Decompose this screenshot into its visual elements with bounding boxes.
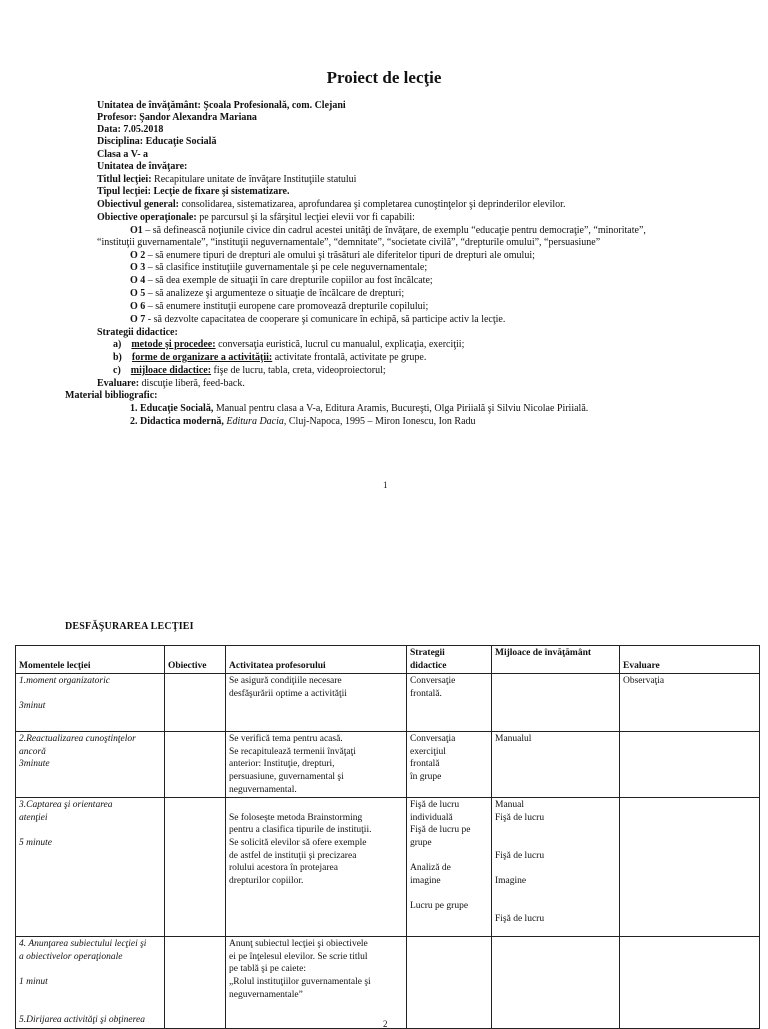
titlul-line: [97, 174, 356, 187]
objective-text: “instituţii guvernamentale”, “instituţii neguvernamentale”, “demnitate”, “societate civilă”, “drepturile omului”, “persuasiune”: [97, 237, 601, 248]
page-title: Proiect de lecţie: [326, 68, 442, 87]
strategii-item-text: conversaţia euristică, lucrul cu manualul, explicaţia, exerciţii;: [218, 339, 465, 350]
table-row: [16, 937, 760, 1029]
evaluare-cell: [620, 732, 760, 798]
header-strategii: Strategii didactice: [407, 646, 492, 674]
obiective-op-line: [97, 212, 415, 225]
strategii-marker: a): [113, 339, 122, 350]
strategii-item: [113, 339, 464, 352]
unitate-label: Unitatea de învăţământ:: [97, 100, 201, 111]
disciplina-value: Educaţie Socială: [145, 136, 217, 147]
bibliografie-label: Material bibliografic:: [65, 390, 158, 401]
objective-text: – să dea exemple de situaţii în care drepturile copiilor au fost încălcate;: [147, 275, 433, 286]
moment-cell: 1.moment organizatoric 3minut: [16, 674, 165, 732]
bibliografie-title: Educaţie Socială,: [140, 403, 214, 414]
activitate-cell: Se foloseşte metoda Brainstorming pentru a clasifica tipurile de instituţii. Se solicită elevilor să ofere exemple de astfel de instituţii şi precizarea rolului acestora în protejarea drepturilor copiilor.: [226, 798, 407, 937]
bibliografie-publisher: Editura Dacia,: [223, 416, 287, 427]
strategii-item-text: fişe de lucru, tabla, creta, videoproiectorul;: [213, 365, 386, 376]
clasa-value: Clasa a V- a: [97, 149, 149, 160]
objective-item: [130, 262, 427, 275]
unitate-invatare-line: [97, 161, 187, 174]
obiective-cell: [165, 937, 226, 1029]
strategii-item: [113, 365, 386, 378]
objective-code: O 2: [130, 250, 146, 261]
obiective-cell: [165, 798, 226, 937]
table-row: [16, 732, 760, 798]
strategii-item: [113, 352, 426, 365]
objective-code: O1: [130, 225, 143, 236]
disciplina-line: [97, 136, 216, 149]
mijloace-cell: [492, 674, 620, 732]
profesor-label: Profesor:: [97, 112, 137, 123]
obiective-op-value: pe parcursul şi la sfârşitul lecţiei elevii vor fi capabili:: [199, 212, 415, 223]
tipul-label: Tipul lecţiei:: [97, 186, 151, 197]
tipul-line: [97, 186, 289, 199]
evaluare-label: Evaluare:: [97, 378, 140, 389]
unitate-line: [97, 100, 346, 113]
obiectiv-general-line: [97, 199, 565, 212]
header-evaluare: Evaluare: [620, 646, 760, 674]
objective-text: – să enumere instituţii europene care promovează drepturile copilului;: [147, 301, 429, 312]
header-mijloace: Mijloace de învăţământ: [492, 646, 620, 674]
moment-cell: 3.Captarea şi orientarea atenţiei 5 minute: [16, 798, 165, 937]
strategii-marker: b): [113, 352, 122, 363]
objective-item: [97, 237, 600, 250]
objective-code: O 4: [130, 275, 146, 286]
strategii-label: Strategii didactice:: [97, 327, 178, 338]
objective-code: O 3: [130, 262, 146, 273]
evaluare-line: [97, 378, 245, 391]
strategii-item-label: mijloace didactice:: [130, 365, 212, 376]
lesson-table: [15, 645, 760, 1029]
data-line: [97, 124, 163, 137]
strategii-item-label: forme de organizare a activităţii:: [131, 352, 273, 363]
activitate-cell: Se verifică tema pentru acasă. Se recapitulează termenii învăţaţi anterior: Instituţie, drepturi, persuasiune, guvernamental şi neguvernamental.: [226, 732, 407, 798]
bibliografie-rest: Cluj-Napoca, 1995 – Miron Ionescu, Ion Radu: [286, 416, 476, 427]
activitate-cell: Se asigură condiţiile necesare desfăşurării optime a activităţii: [226, 674, 407, 732]
strategii-marker: c): [113, 365, 121, 376]
moment-cell: 4. Anunţarea subiectului lecţiei şi a obiectivelor operaţionale 1 minut 5.Dirijarea activităţi şi obţinerea: [16, 937, 165, 1029]
objective-item: [130, 250, 535, 263]
bibliografie-item: [130, 403, 588, 416]
strategii-heading: [97, 327, 178, 340]
moment-cell: 2.Reactualizarea cunoştinţelor ancoră 3minute: [16, 732, 165, 798]
obiectiv-general-label: Obiectivul general:: [97, 199, 179, 210]
bibliografie-title: Didactica modernă,: [140, 416, 224, 427]
titlul-value: Recapitulare unitate de învăţare Instituţiile statului: [154, 174, 357, 185]
data-value: 7.05.2018: [123, 124, 164, 135]
objective-code: O 7: [130, 314, 146, 325]
bibliografie-num: 1.: [130, 403, 138, 414]
disciplina-label: Disciplina:: [97, 136, 144, 147]
objective-item: [130, 288, 404, 301]
mijloace-cell: Manualul: [492, 732, 620, 798]
bibliografie-heading: [65, 390, 157, 403]
objective-text: - să dezvolte capacitatea de cooperare şi comunicare în echipă, să participe activ la lecţie.: [147, 314, 506, 325]
evaluare-value: discuţie liberă, feed-back.: [141, 378, 245, 389]
bibliografie-item: [130, 416, 476, 429]
evaluare-cell: Observaţia: [620, 674, 760, 732]
tipul-value: Lecţie de fixare şi sistematizare.: [153, 186, 290, 197]
table-header-row: [16, 646, 760, 674]
page-number: 2: [383, 1019, 388, 1029]
objective-code: O 5: [130, 288, 146, 299]
header-activitatea: Activitatea profesorului: [226, 646, 407, 674]
desfasurare-title: DESFĂŞURAREA LECŢIEI: [65, 621, 194, 632]
strategii-item-text: activitate frontală, activitate pe grupe.: [274, 352, 427, 363]
evaluare-cell: [620, 937, 760, 1029]
mijloace-cell: [492, 937, 620, 1029]
table-row: [16, 798, 760, 937]
page-number: 1: [383, 480, 388, 490]
obiective-cell: [165, 674, 226, 732]
objective-item: [130, 314, 505, 327]
table-row: [16, 674, 760, 732]
obiective-op-label: Obiective operaţionale:: [97, 212, 197, 223]
strategii-cell: Fişă de lucru individuală Fişă de lucru pe grupe Analiză de imagine Lucru pe grupe: [407, 798, 492, 937]
activitate-cell: Anunţ subiectul lecţiei şi obiectivele ei pe înţelesul elevilor. Se scrie titlul pe tablă şi pe caiete: „Rolul instituţiilor guvernamentale şi neguvernamentale”: [226, 937, 407, 1029]
objective-code: O 6: [130, 301, 146, 312]
obiective-cell: [165, 732, 226, 798]
objective-item: [130, 301, 428, 314]
bibliografie-rest: Manual pentru clasa a V-a, Editura Aramis, Bucureşti, Olga Piriială şi Silviu Nicolae Piriială.: [213, 403, 589, 414]
bibliografie-num: 2.: [130, 416, 138, 427]
clasa-line: [97, 149, 148, 162]
mijloace-cell: Manual Fişă de lucru Fişă de lucru Imagine Fişă de lucru: [492, 798, 620, 937]
strategii-item-label: metode şi procedee:: [131, 339, 216, 350]
unitate-value: Şcoala Profesională, com. Clejani: [203, 100, 346, 111]
strategii-cell: Conversaţia exerciţiul frontală în grupe: [407, 732, 492, 798]
unitate-invatare-label: Unitatea de învăţare:: [97, 161, 188, 172]
objective-item: [130, 225, 646, 238]
header-momente: Momentele lecţiei: [16, 646, 165, 674]
profesor-value: Şandor Alexandra Mariana: [139, 112, 257, 123]
header-obiective: Obiective: [165, 646, 226, 674]
strategii-cell: [407, 937, 492, 1029]
obiectiv-general-value: consolidarea, sistematizarea, aprofundarea şi completarea cunoştinţelor şi deprinderilor elevilor.: [181, 199, 566, 210]
objective-text: – să definească noţiunile civice din cadrul acestei unităţi de învăţare, de exemplu “educaţie pentru democraţie”, “minoritate”,: [145, 225, 646, 236]
strategii-cell: Conversaţie frontală.: [407, 674, 492, 732]
evaluare-cell: [620, 798, 760, 937]
objective-text: – să analizeze şi argumenteze o situaţie de încălcare de drepturi;: [147, 288, 405, 299]
data-label: Data:: [97, 124, 121, 135]
objective-text: – să clasifice instituţiile guvernamentale şi pe cele neguvernamentale;: [147, 262, 428, 273]
profesor-line: [97, 112, 257, 125]
objective-text: – să enumere tipuri de drepturi ale omului şi trăsături ale diferitelor tipuri de drepturi ale omului;: [147, 250, 535, 261]
objective-item: [130, 275, 433, 288]
titlul-label: Titlul lecţiei:: [97, 174, 152, 185]
